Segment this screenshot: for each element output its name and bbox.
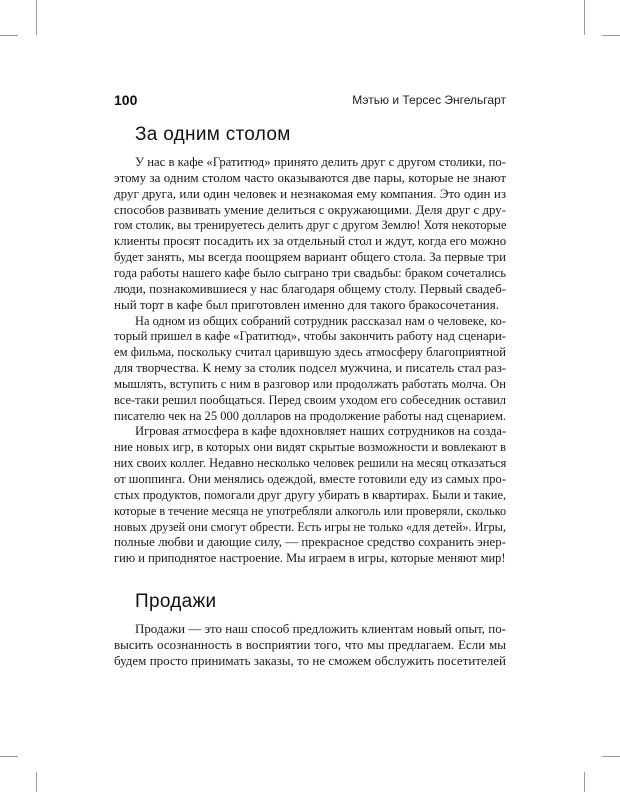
text-line: этому за одним столом часто оказываются две пары, которые не знают: [114, 169, 506, 185]
crop-mark: [0, 756, 18, 757]
text-line: которые в течение месяца не употребляли алкоголь или проверяли, сколько: [114, 502, 507, 518]
crop-mark: [36, 0, 37, 35]
crop-mark: [602, 35, 620, 36]
text-line: будет занять, мы всегда поощряем вариант общего стола. За первые три: [114, 249, 506, 265]
text-line: них своих коллег. Недавно несколько человек решили на месяц отказаться: [114, 455, 507, 471]
running-header-author: Мэтью и Терсес Энгельгарт: [352, 93, 506, 107]
text-line: полные любви и дающие силу, — прекрасное средство сохранить энер-: [114, 534, 506, 550]
text-line: торый пришел в кафе «Гратитюд», чтобы закончить работу над сценари-: [114, 328, 506, 344]
text-line: мышлять, вступить с ним в разговор или продолжать работать молча. Он: [114, 375, 506, 391]
text-line: стых продуктов, помогали друг другу убирать в квартирах. Были и такие,: [114, 486, 507, 502]
text-line: На одном из общих собраний сотрудник рассказал нам о человеке, ко-: [135, 312, 506, 328]
text-line: гом столик, вы тренируетесь делить друг с другом Землю! Хотя некоторые: [114, 217, 507, 233]
crop-mark: [602, 756, 620, 757]
text-line: писателю чек на 25 000 долларов на продолжение работы над сценарием.: [114, 407, 507, 423]
text-line: новых друзей они смогут обрести. Есть игры не только «для детей». Игры,: [114, 518, 506, 534]
text-line: гию и приподнятое настроение. Мы играем в игры, которые меняют мир!: [114, 550, 506, 566]
text-line: года работы нашего кафе было сыграно три свадьбы: браком сочетались: [114, 264, 506, 280]
crop-mark: [0, 35, 18, 36]
text-line: от шоппинга. Они менялись одеждой, вместе готовили еду из самых про-: [114, 471, 506, 486]
text-line: высить осознанность в восприятии того, что мы предлагаем. Если мы: [114, 636, 506, 652]
text-line: ние новых игр, в которых они видят скрытые возможности и вовлекают в: [114, 439, 506, 455]
text-line: люди, познакомившиеся у нас благодаря общему столу. Первый свадеб-: [114, 280, 506, 296]
crop-mark: [584, 0, 585, 35]
text-line: клиенты просят посадить их за отдельный стол и ждут, когда его можно: [114, 233, 507, 249]
text-line: для творчества. К нему за столик подсел мужчина, и писатель стал раз-: [114, 360, 507, 376]
section-heading: За одним столом: [135, 124, 291, 145]
text-line: ем фильма, поскольку считал царившую здесь атмосферу благоприятной: [114, 344, 507, 360]
text-line: способов развивать умение делиться с окружающими. Деля друг с дру-: [114, 201, 506, 217]
text-line: друг друга, или один человек и незнакомая ему компания. Это один из: [114, 185, 506, 201]
text-line: будем просто принимать заказы, то не сможем обслужить посетителей: [114, 652, 506, 668]
section-heading: Продажи: [135, 591, 217, 612]
text-line: У нас в кафе «Гратитюд» принято делить друг с другом столики, по-: [135, 154, 506, 169]
crop-mark: [36, 772, 37, 792]
page-number: 100: [114, 92, 138, 108]
text-line: все-таки решил пообщаться. Перед своим уходом его собеседник оставил: [114, 391, 506, 407]
text-line: Продажи — это наш способ предложить клиентам новый опыт, по-: [135, 621, 506, 636]
text-line: Игровая атмосфера в кафе вдохновляет наших сотрудников на созда-: [135, 423, 507, 439]
crop-mark: [584, 772, 585, 792]
text-line: ный торт в кафе был приготовлен именно для такого бракосочетания.: [114, 296, 499, 312]
